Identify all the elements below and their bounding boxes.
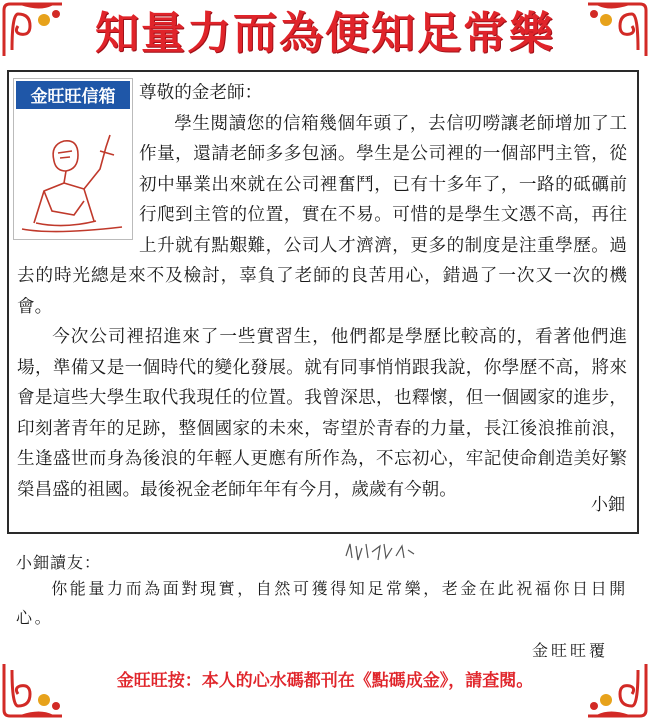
- reply-greeting: 小鈿讀友：: [16, 553, 102, 572]
- letter-signature: 小鈿: [591, 495, 625, 515]
- letter-body: [9, 72, 637, 505]
- handwritten-scribble: [340, 538, 420, 564]
- letter-paragraph-1: 學生閱讀您的信箱幾個年頭了，去信叨嘮讓老師增加了工作量，還請老師多多包涵。學生是公司裡的一個部門主管，從初中畢業出來就在公司裡奮鬥，已有十多年了，一路的砥礪前行爬到主管的位置，實在不易。可惜的是學生文憑不高，再往上升就有點艱難，公司人才濟濟，更多的制度是注重學歷。過去的時光總是來不及檢討，辜負了老師的良苦用心，錯過了一次又一次的機會。: [17, 113, 627, 317]
- editor-note: 金旺旺按：本人的心水碼都刊在《點碼成金》，請查閱。: [116, 671, 534, 691]
- letter-box: [7, 70, 639, 534]
- column-logo-label: 金旺旺信箱: [14, 79, 132, 111]
- reply-signature: 金旺旺覆: [531, 641, 608, 660]
- headline: 知量力而為便知足常樂: [95, 8, 555, 59]
- reply-body: 你能量力而為面對現實，自然可獲得知足常樂，老金在此祝福你日日開心。: [16, 579, 628, 627]
- letter-salutation: 尊敬的金老師：: [139, 83, 263, 103]
- logo-spacer: [17, 78, 139, 260]
- letter-paragraph-2: 今次公司裡招進來了一些實習生，他們都是學歷比較高的，看著他們進場，準備又是一個時代的變化發展。就有同事悄悄跟我說，你學歷不高，將來會是這些大學生取代我現任的位置。我曾深思，也釋懷，但一個國家的進步，印刻著青年的足跡，整個國家的未來，寄望於青春的力量，長江後浪推前浪，生逢盛世而身為後浪的年輕人更應有所作為，不忘初心，牢記使命創造美好繁榮昌盛的祖國。最後祝金老師年年有今月，歲歲有今朝。: [17, 327, 627, 500]
